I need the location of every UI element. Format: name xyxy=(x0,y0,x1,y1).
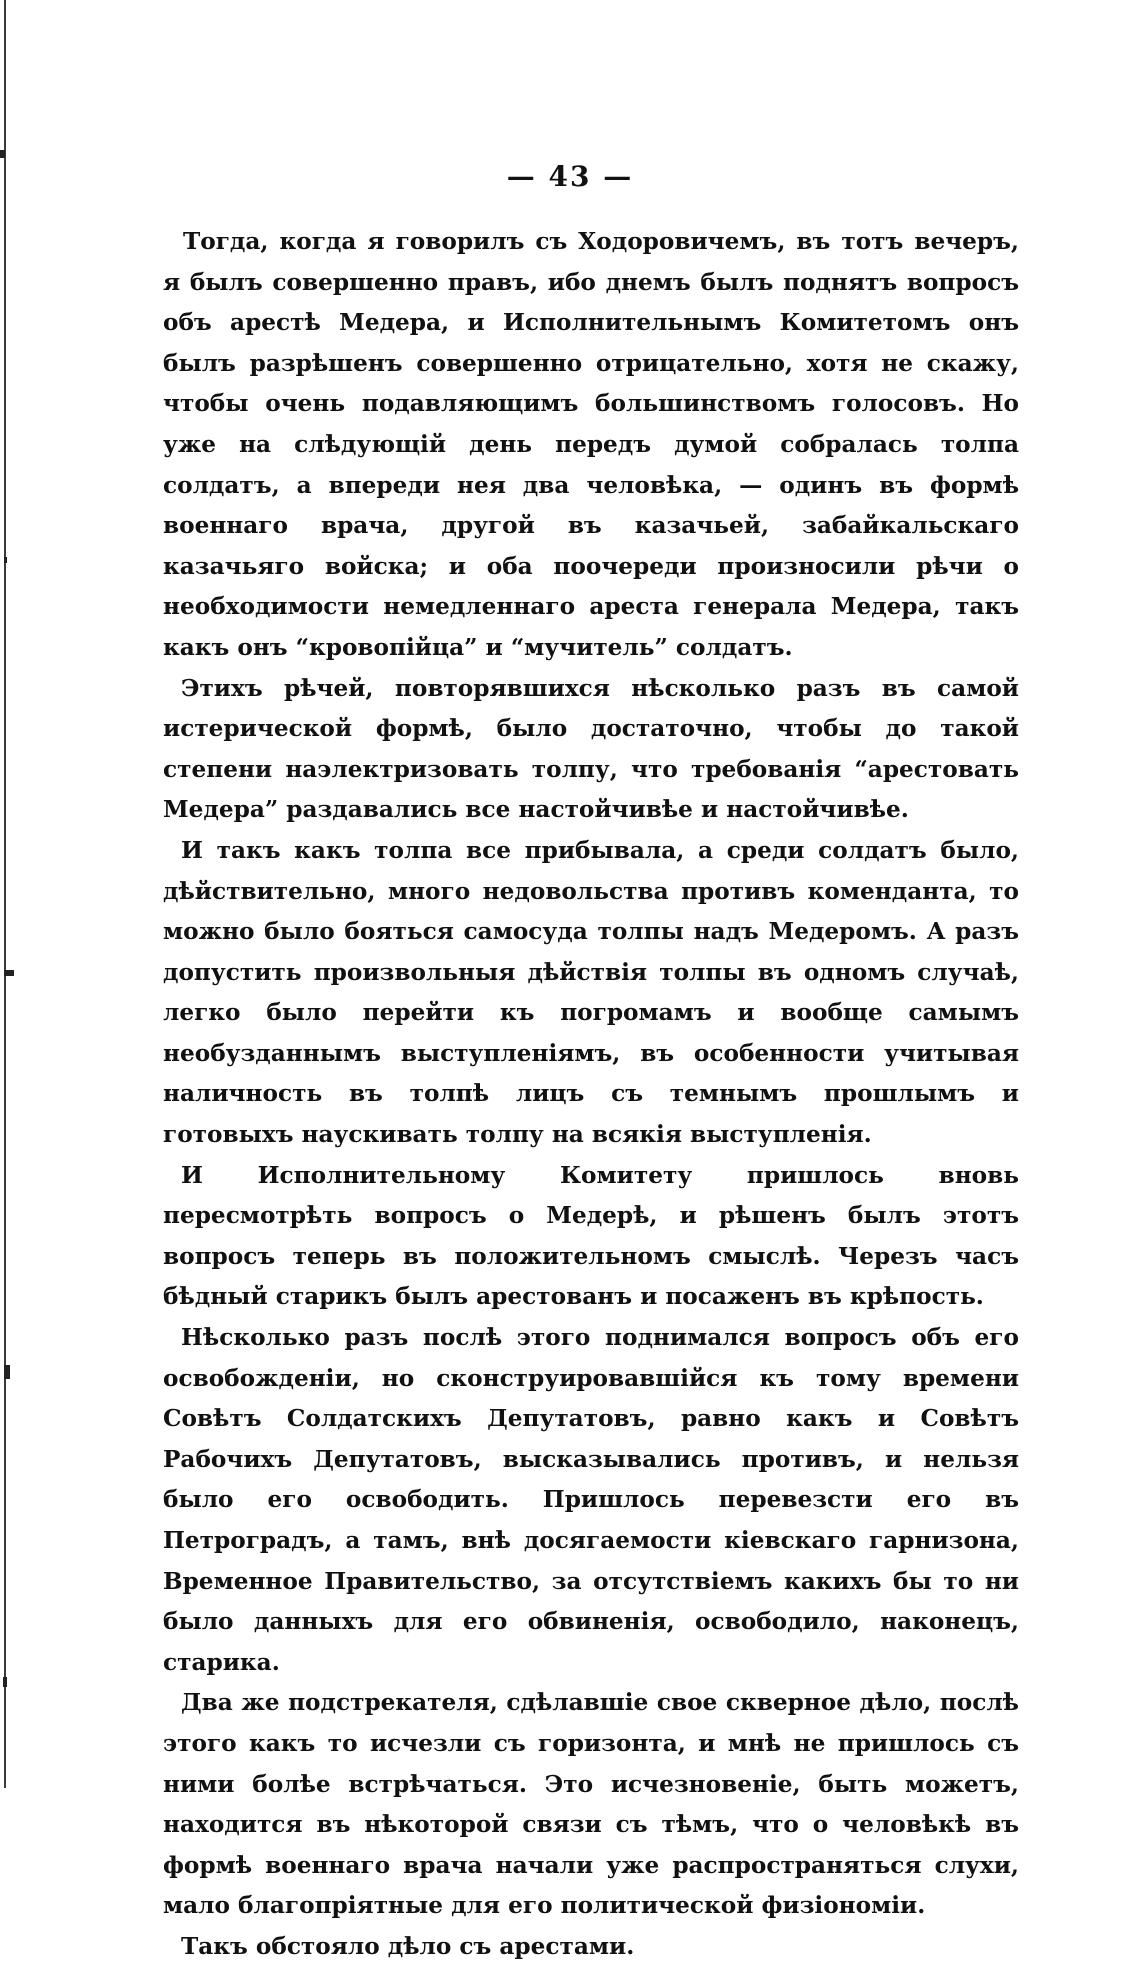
paragraph: Этихъ рѣчей, повторявшихся нѣсколько разъ въ самой истерической формѣ, было достаточно, чтобы до такой степени наэлектризовать толпу, что требованія “арестовать Медера” раздавались все настойчивѣе и настойчивѣе. xyxy=(163,674,1019,824)
margin-mark xyxy=(4,557,7,563)
margin-mark xyxy=(0,150,5,158)
margin-mark xyxy=(4,1365,10,1379)
paragraph: Тогда, когда я говорилъ съ Ходоровичемъ, въ тотъ вечеръ, я былъ совершенно правъ, ибо днемъ былъ поднятъ вопросъ объ арестѣ Медера, и Исполнительнымъ Комитетомъ онъ былъ разрѣшенъ совершенно отрицательно, хотя не скажу, чтобы очень подавляющимъ большинствомъ голосовъ. Но уже на слѣдующій день передъ думой собралась толпа солдатъ, а впереди нея два человѣка, — одинъ въ формѣ военнаго врача, другой въ казачьей, забайкальскаго казачьяго войска; и оба поочереди произносили рѣчи о необходимости немедленнаго ареста генерала Медера, такъ какъ онъ “кровопійца” и “мучитель” солдатъ. xyxy=(163,228,1019,661)
body-text xyxy=(163,222,1019,1968)
page-edge-rule xyxy=(4,0,6,1788)
margin-mark xyxy=(3,1677,7,1687)
page-number: — 43 — xyxy=(506,160,634,193)
paragraph: Нѣсколько разъ послѣ этого поднимался вопросъ объ его освобожденіи, но сконструировавшійся къ тому времени Совѣтъ Солдатскихъ Депутатовъ, равно какъ и Совѣтъ Рабочихъ Депутатовъ, высказывались противъ, и нельзя было его освободить. Пришлось перевезсти его въ Петроградъ, а тамъ, внѣ досягаемости кіевскаго гарнизона, Временное Правительство, за отсутствіемъ какихъ бы то ни было данныхъ для его обвиненія, освободило, наконецъ, старика. xyxy=(163,1324,1019,1676)
paragraph: Такъ обстояло дѣло съ арестами. xyxy=(181,1932,635,1960)
paragraph: И Исполнительному Комитету пришлось вновь пересмотрѣть вопросъ о Медерѣ, и рѣшенъ былъ этотъ вопросъ теперь въ положительномъ смыслѣ. Черезъ часъ бѣдный старикъ былъ арестованъ и посаженъ въ крѣпость. xyxy=(163,1161,1019,1311)
margin-mark xyxy=(4,970,14,976)
paragraph: И такъ какъ толпа все прибывала, а среди солдатъ было, дѣйствительно, много недовольства противъ коменданта, то можно было бояться самосуда толпы надъ Медеромъ. А разъ допустить произвольныя дѣйствія толпы въ одномъ случаѣ, легко было перейти къ погромамъ и вообще самымъ необузданнымъ выступленіямъ, въ особенности учитывая наличность въ толпѣ лицъ съ темнымъ прошлымъ и готовыхъ наускивать толпу на всякія выступленія. xyxy=(163,836,1019,1149)
paragraph: Два же подстрекателя, сдѣлавшіе свое скверное дѣло, послѣ этого какъ то исчезли съ горизонта, и мнѣ не пришлось съ ними болѣе встрѣчаться. Это исчезновеніе, быть можетъ, находится въ нѣкоторой связи съ тѣмъ, что о человѣкѣ въ формѣ военнаго врача начали уже распространяться слухи, мало благопріятные для его политической физіономіи. xyxy=(163,1689,1019,1920)
